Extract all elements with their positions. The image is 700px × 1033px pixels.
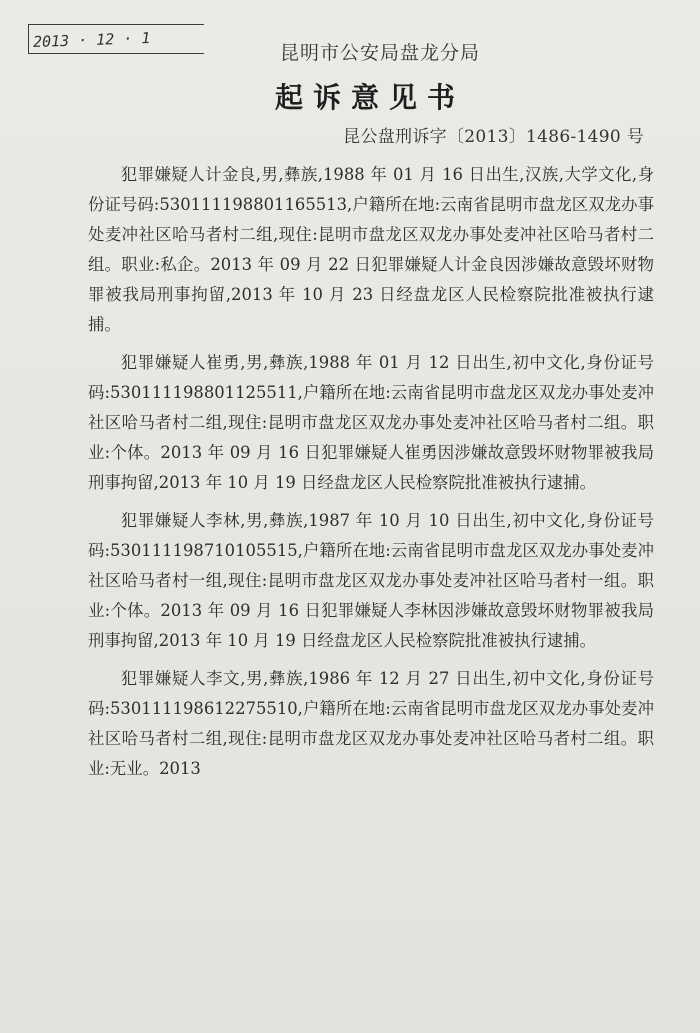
document-body — [88, 160, 654, 784]
suspect-paragraph-4: 犯罪嫌疑人李文,男,彝族,1986 年 12 月 27 日出生,初中文化,身份证号码:530111198612275510,户籍所在地:云南省昆明市盘龙区双龙办事处麦冲社区哈马者村二组,现住:昆明市盘龙区双龙办事处麦冲社区哈马者村二组。职业:无业。2013 — [88, 669, 654, 778]
suspect-paragraph-3: 犯罪嫌疑人李林,男,彝族,1987 年 10 月 10 日出生,初中文化,身份证号码:530111198710105515,户籍所在地:云南省昆明市盘龙区双龙办事处麦冲社区哈马者村一组,现住:昆明市盘龙区双龙办事处麦冲社区哈马者村一组。职业:个体。2013 年 09 月 16 日犯罪嫌疑人李林因涉嫌故意毁坏财物罪被我局刑事拘留,2013 年 10 月 19 日经盘龙区人民检察院批准被执行逮捕。 — [88, 511, 654, 650]
agency-name: 昆明市公安局盘龙分局 — [279, 42, 480, 64]
document-title: 起诉意见书 — [274, 81, 465, 114]
suspect-paragraph-1: 犯罪嫌疑人计金良,男,彝族,1988 年 01 月 16 日出生,汉族,大学文化,身份证号码:530111198801165513,户籍所在地:云南省昆明市盘龙区双龙办事处麦冲社区哈马者村二组,现住:昆明市盘龙区双龙办事处麦冲社区哈马者村二组。职业:私企。2013 年 09 月 22 日犯罪嫌疑人计金良因涉嫌故意毁坏财物罪被我局刑事拘留,2013 年 10 月 23 日经盘龙区人民检察院批准被执行逮捕。 — [88, 165, 654, 334]
document-number: 昆公盘刑诉字〔2013〕1486-1490 号 — [343, 127, 644, 147]
date-stamp-text: 2013 · 12 · 1 — [32, 28, 151, 52]
suspect-paragraph-2: 犯罪嫌疑人崔勇,男,彝族,1988 年 01 月 12 日出生,初中文化,身份证号码:530111198801125511,户籍所在地:云南省昆明市盘龙区双龙办事处麦冲社区哈马者村二组,现住:昆明市盘龙区双龙办事处麦冲社区哈马者村二组。职业:个体。2013 年 09 月 16 日犯罪嫌疑人崔勇因涉嫌故意毁坏财物罪被我局刑事拘留,2013 年 10 月 19 日经盘龙区人民检察院批准被执行逮捕。 — [88, 353, 654, 492]
